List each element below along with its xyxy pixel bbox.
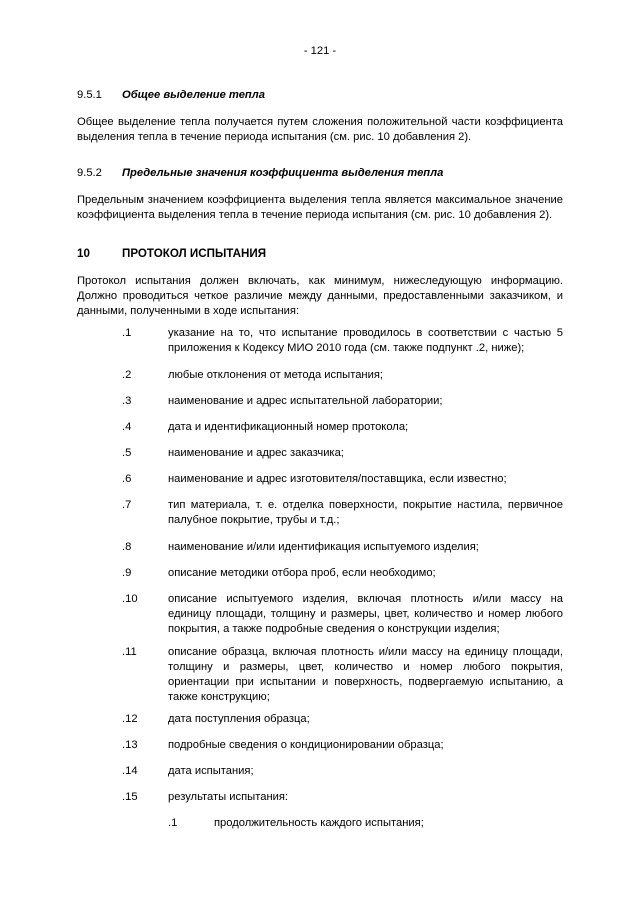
- section-title-9-5-1: Общее выделение тепла: [122, 89, 265, 101]
- list-item-number: .13: [122, 739, 138, 751]
- list-item-text: описание методики отбора проб, если необходимо;: [168, 567, 436, 579]
- section-number-10: 10: [77, 247, 90, 260]
- list-item-text: дата испытания;: [168, 765, 254, 777]
- list-item-number: .8: [122, 541, 132, 553]
- list-item-text: результаты испытания:: [168, 791, 289, 803]
- section-intro-10: Протокол испытания должен включать, как минимум, нижеследующую информацию. Должно проводиться четкое различие между данными, предоставленными заказчиком, и данными, полученными в ходе испытания:: [77, 275, 563, 317]
- list-item-text: описание образца, включая плотность и/или массу на единицу площади, толщину и размеры, цвет, количество и номер любого покрытия, ориентации при испытании и поверхность, подвергаемую испытанию, а также конструкцию;: [168, 646, 563, 703]
- section-title-9-5-2: Предельные значения коэффициента выделения тепла: [122, 167, 444, 179]
- sub-item-text: продолжительность каждого испытания;: [214, 817, 424, 829]
- list-item-number: .6: [122, 473, 132, 485]
- list-item-text: указание на то, что испытание проводилось в соответствии с частью 5 приложения к Кодексу МИО 2010 года (см. также подпункт .2, ниже);: [168, 327, 563, 354]
- list-item-number: .3: [122, 395, 132, 407]
- list-item-text: любые отклонения от метода испытания;: [168, 369, 384, 381]
- list-item-number: .2: [122, 369, 132, 381]
- list-item-text: наименование и адрес изготовителя/поставщика, если известно;: [168, 473, 507, 485]
- list-item-number: .4: [122, 421, 132, 433]
- list-item-number: .11: [122, 646, 137, 658]
- list-item-number: .12: [122, 713, 138, 725]
- section-text-9-5-1: Общее выделение тепла получается путем сложения положительной части коэффициента выделения тепла в течение периода испытания (см. рис. 10 добавления 2).: [77, 116, 563, 143]
- list-item-number: .15: [122, 791, 138, 803]
- list-item-number: .9: [122, 567, 132, 579]
- list-item-text: наименование и адрес испытательной лаборатории;: [168, 395, 443, 407]
- list-item-number: .5: [122, 447, 132, 459]
- list-item-number: .14: [122, 765, 138, 777]
- list-item-number: .7: [122, 499, 132, 511]
- list-item-text: наименование и адрес заказчика;: [168, 447, 344, 459]
- list-item-text: дата и идентификационный номер протокола;: [168, 421, 409, 433]
- list-item-text: дата поступления образца;: [168, 713, 310, 725]
- list-item-number: .1: [122, 327, 132, 339]
- list-item-number: .10: [122, 593, 138, 605]
- page-number: - 121 -: [303, 45, 337, 57]
- list-item-text: тип материала, т. е. отделка поверхности, покрытие настила, первичное палубное покрытие, трубы и т.д.;: [168, 499, 563, 526]
- sub-item-number: .1: [168, 817, 178, 829]
- section-number-9-5-1: 9.5.1: [77, 89, 102, 101]
- list-item-text: подробные сведения о кондиционировании образца;: [168, 739, 444, 751]
- list-item-text: наименование и/или идентификация испытуемого изделия;: [168, 541, 479, 553]
- list-item-text: описание испытуемого изделия, включая плотность и/или массу на единицу площади, толщину и размеры, цвет, количество и номер любого покрытия, а также подробные сведения о конструкции изделия;: [168, 593, 563, 635]
- section-title-10: ПРОТОКОЛ ИСПЫТАНИЯ: [122, 247, 267, 260]
- section-number-9-5-2: 9.5.2: [77, 167, 102, 179]
- section-text-9-5-2: Предельным значением коэффициента выделения тепла является максимальное значение коэффициента выделения тепла в течение периода испытания (см. рис. 10 добавления 2).: [77, 194, 563, 221]
